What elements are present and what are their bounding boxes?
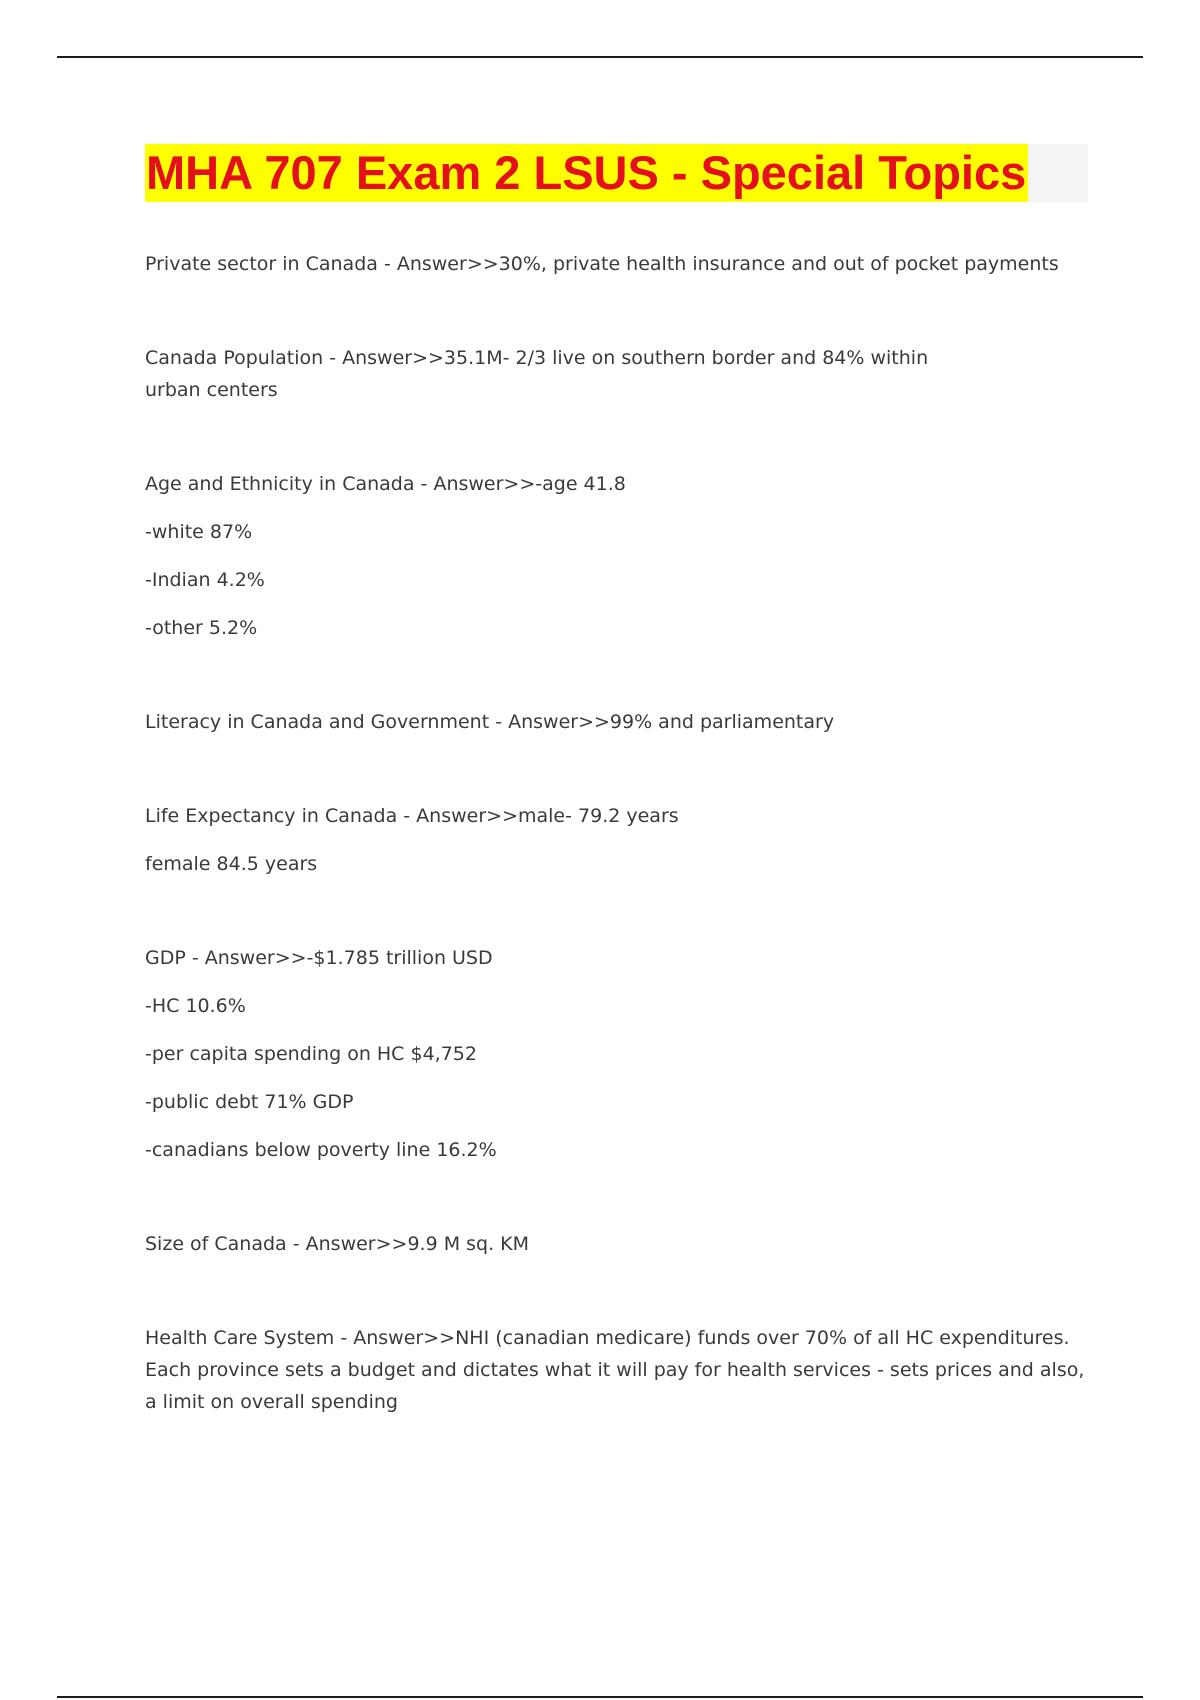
- entry-line: Private sector in Canada - Answer>>30%, private health insurance and out of pocket payments: [145, 253, 1059, 275]
- qa-entry-age-ethnicity: [145, 468, 1095, 644]
- entry-line: -public debt 71% GDP: [145, 1091, 354, 1113]
- qa-entry-private-sector: [145, 248, 1095, 280]
- top-rule: [57, 56, 1143, 58]
- entry-line: Life Expectancy in Canada - Answer>>male- 79.2 years: [145, 805, 679, 827]
- entry-line: -canadians below poverty line 16.2%: [145, 1139, 497, 1161]
- entry-line: Size of Canada - Answer>>9.9 M sq. KM: [145, 1233, 530, 1255]
- entry-line: female 84.5 years: [145, 853, 318, 875]
- qa-entry-population: [145, 342, 1095, 406]
- entry-line: -HC 10.6%: [145, 995, 246, 1017]
- entry-line: Canada Population - Answer>>35.1M- 2/3 live on southern border and 84% within urban centers: [145, 347, 929, 401]
- title-block: [145, 144, 1088, 202]
- qa-entry-literacy: [145, 706, 1095, 738]
- entry-line: Literacy in Canada and Government - Answer>>99% and parliamentary: [145, 711, 835, 733]
- entry-line: -other 5.2%: [145, 617, 258, 639]
- entry-line: GDP - Answer>>-$1.785 trillion USD: [145, 947, 493, 969]
- entry-line: Age and Ethnicity in Canada - Answer>>-age 41.8: [145, 473, 626, 495]
- document-body: [145, 144, 1095, 1480]
- qa-entry-gdp: [145, 942, 1095, 1166]
- qa-entry-size: [145, 1228, 1095, 1260]
- qa-entry-health-care-system: [145, 1322, 1095, 1418]
- entry-line: -Indian 4.2%: [145, 569, 265, 591]
- document-title: MHA 707 Exam 2 LSUS - Special Topics: [145, 144, 1028, 202]
- entry-line: -per capita spending on HC $4,752: [145, 1043, 477, 1065]
- bottom-rule: [57, 1696, 1143, 1698]
- entry-line: Health Care System - Answer>>NHI (canadian medicare) funds over 70% of all HC expenditures. Each province sets a budget and dictates what it will pay for health services - sets prices and also, a limit on overall spending: [145, 1327, 1085, 1413]
- entry-line: -white 87%: [145, 521, 253, 543]
- qa-entry-life-expectancy: [145, 800, 1095, 880]
